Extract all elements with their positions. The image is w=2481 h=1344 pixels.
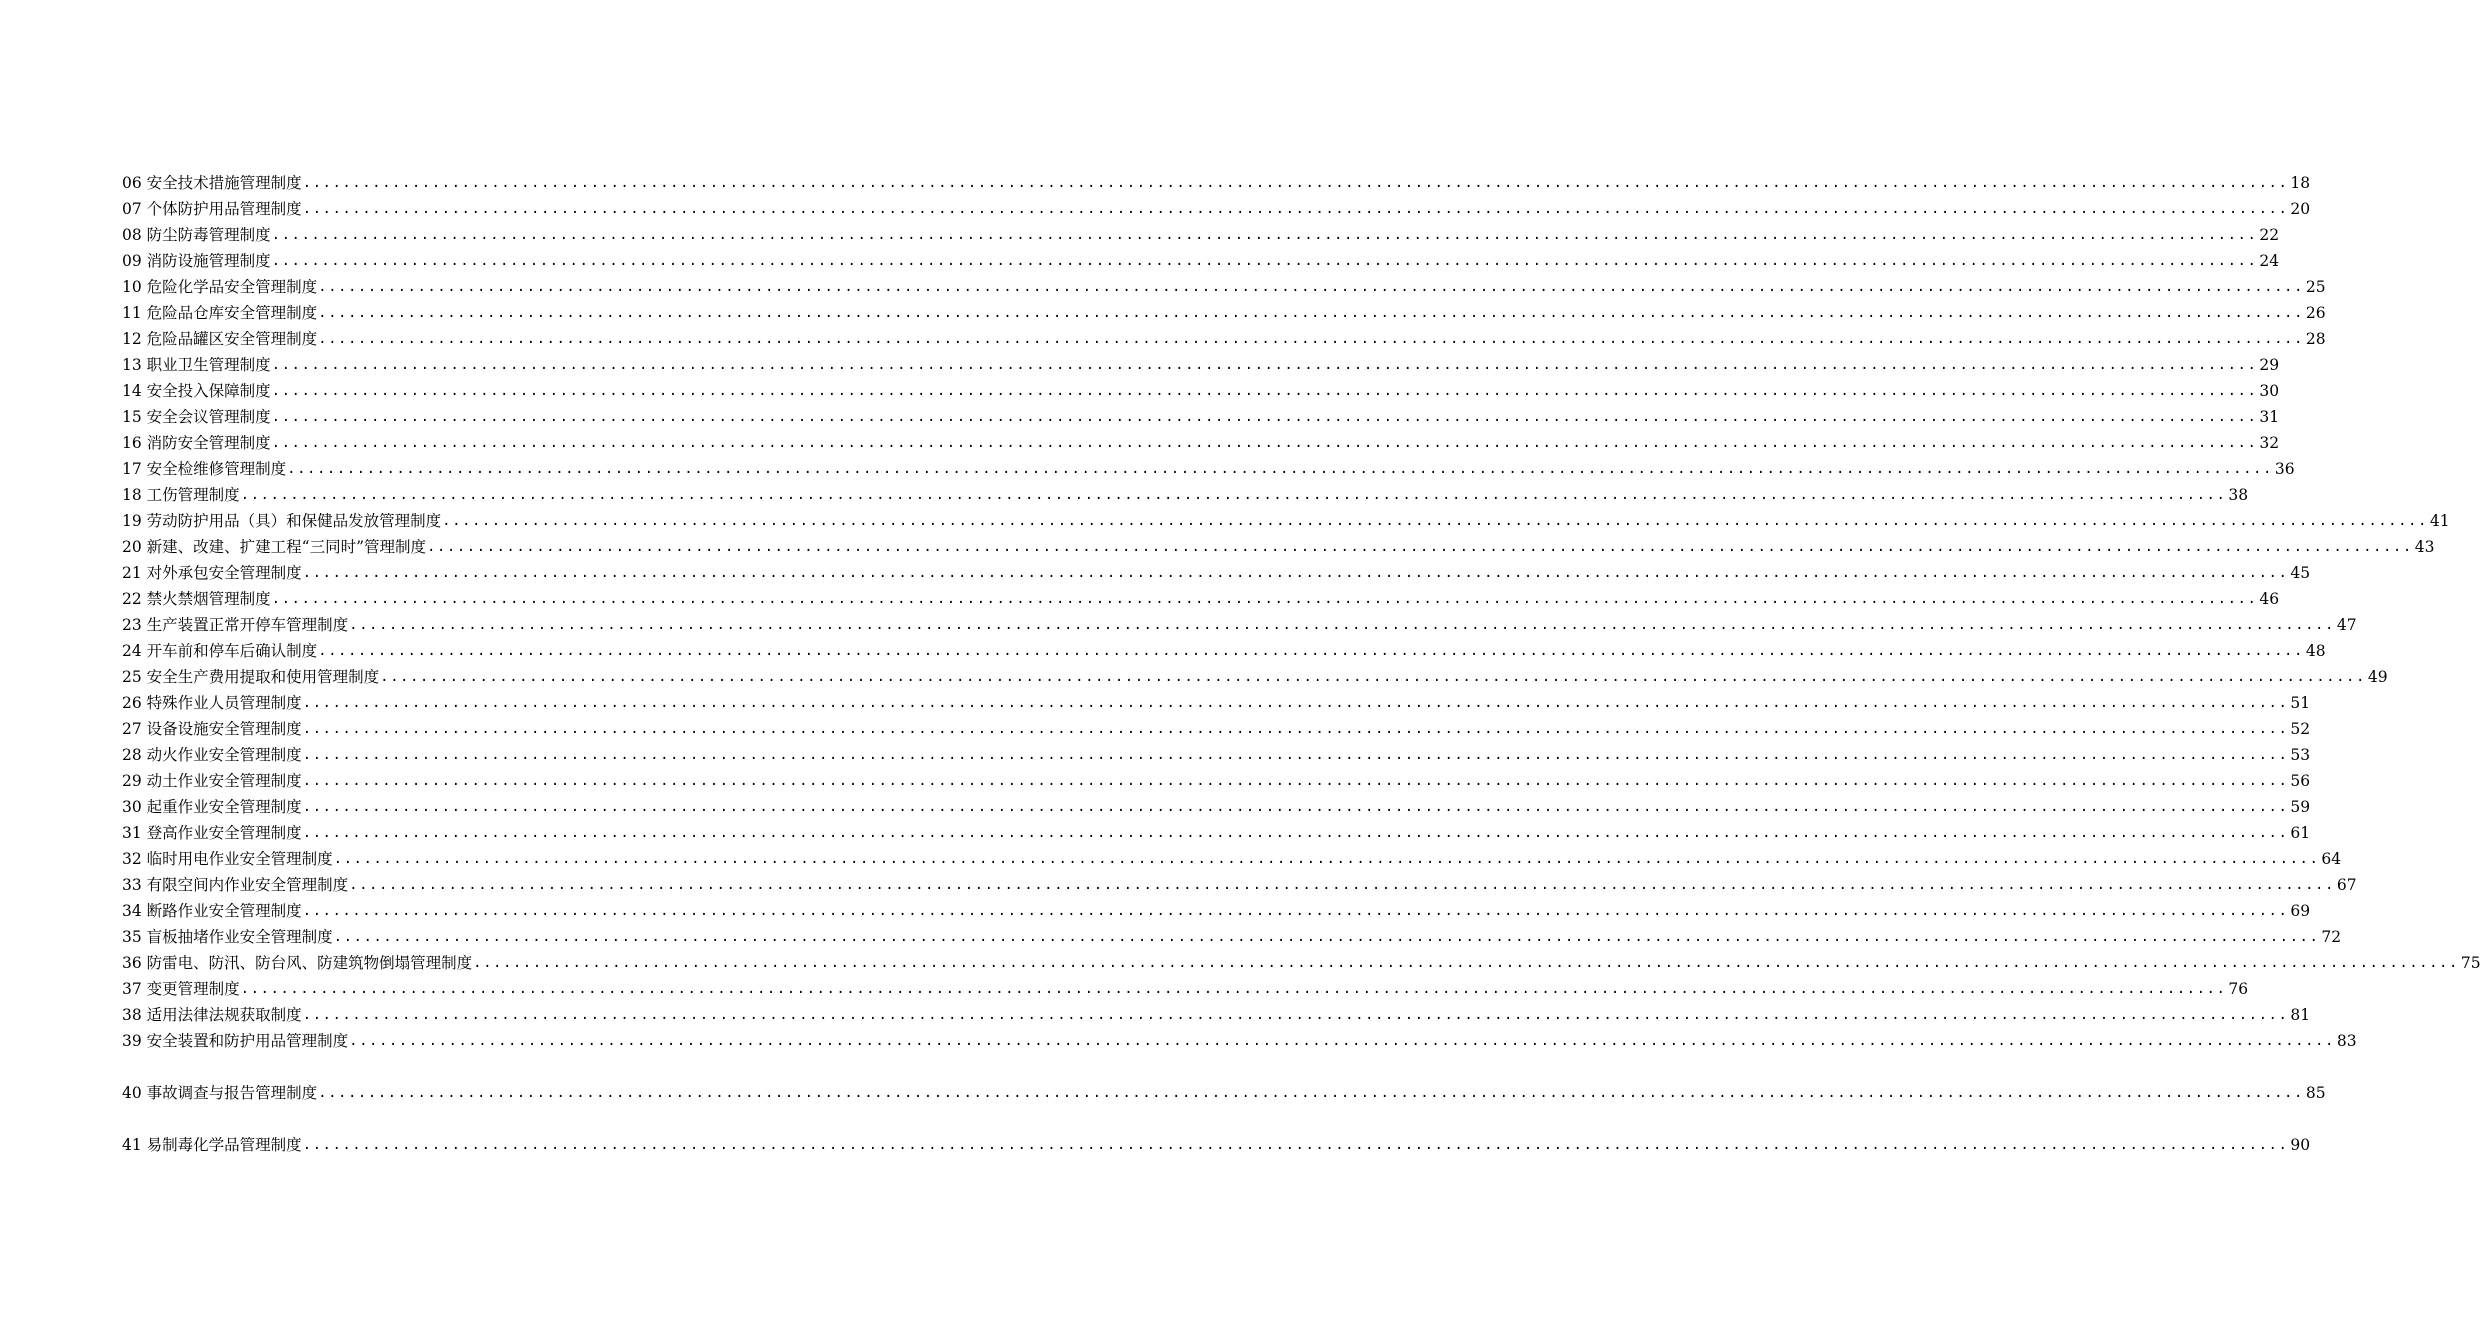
toc-entry-title: 30 起重作业安全管理制度 [122,798,302,816]
toc-dot-leader: ........................................................................................................................................................................................................ [271,383,2258,399]
toc-dot-leader: ........................................................................................................................................................................................................ [349,617,2335,633]
toc-entry-page-number: 51 [2290,694,2311,712]
toc-entry-title: 39 安全装置和防护用品管理制度 [122,1032,349,1050]
toc-dot-leader: ........................................................................................................................................................................................................ [287,461,2273,477]
toc-entry[interactable] [122,1081,2326,1105]
toc-entry[interactable] [122,951,2481,975]
toc-entry-title: 27 设备设施安全管理制度 [122,720,302,738]
toc-dot-leader: ........................................................................................................................................................................................................ [318,331,2304,347]
toc-entry[interactable] [122,249,2280,273]
toc-entry-page-number: 83 [2336,1032,2357,1050]
toc-entry-title: 21 对外承包安全管理制度 [122,564,302,582]
toc-entry[interactable] [122,613,2357,637]
toc-entry-title: 22 禁火禁烟管理制度 [122,590,271,608]
toc-entry-page-number: 49 [2367,668,2388,686]
toc-entry[interactable] [122,457,2295,481]
toc-entry[interactable] [122,665,2388,689]
toc-dot-leader: ........................................................................................................................................................................................................ [302,825,2289,841]
toc-dot-leader: ........................................................................................................................................................................................................ [271,409,2258,425]
toc-entry[interactable] [122,561,2311,585]
toc-entry[interactable] [122,795,2311,819]
toc-entry-page-number: 72 [2321,928,2342,946]
toc-entry[interactable] [122,717,2311,741]
toc-entry-title: 09 消防设施管理制度 [122,252,271,270]
toc-entry-title: 08 防尘防毒管理制度 [122,226,271,244]
toc-dot-leader: ........................................................................................................................................................................................................ [349,877,2335,893]
toc-entry-title: 37 变更管理制度 [122,980,240,998]
toc-entry-page-number: 30 [2259,382,2280,400]
toc-dot-leader: ........................................................................................................................................................................................................ [302,903,2289,919]
toc-entry[interactable] [122,509,2450,533]
toc-entry[interactable] [122,873,2357,897]
toc-entry[interactable] [122,223,2280,247]
toc-entry-page-number: 75 [2460,954,2481,972]
toc-entry[interactable] [122,327,2326,351]
toc-dot-leader: ........................................................................................................................................................................................................ [302,799,2289,815]
toc-entry-title: 23 生产装置正常开停车管理制度 [122,616,349,634]
toc-dot-leader: ........................................................................................................................................................................................................ [302,721,2289,737]
toc-entry-title: 41 易制毒化学品管理制度 [122,1136,302,1154]
toc-entry-title: 36 防雷电、防汛、防台风、防建筑物倒塌管理制度 [122,954,473,972]
toc-entry[interactable] [122,353,2280,377]
toc-dot-leader: ........................................................................................................................................................................................................ [318,1085,2304,1101]
toc-entry[interactable] [122,587,2280,611]
toc-entry[interactable] [122,171,2311,195]
toc-entry[interactable] [122,275,2326,299]
toc-dot-leader: ........................................................................................................................................................................................................ [473,955,2459,971]
toc-entry-title: 34 断路作业安全管理制度 [122,902,302,920]
toc-entry[interactable] [122,431,2280,455]
toc-dot-leader: ........................................................................................................................................................................................................ [271,591,2258,607]
toc-entry[interactable] [122,847,2342,871]
toc-entry-page-number: 90 [2290,1136,2311,1154]
toc-dot-leader: ........................................................................................................................................................................................................ [318,305,2304,321]
toc-entry-page-number: 59 [2290,798,2311,816]
toc-entry[interactable] [122,1133,2311,1157]
toc-entry-title: 29 动土作业安全管理制度 [122,772,302,790]
toc-entry-page-number: 52 [2290,720,2311,738]
toc-entry-page-number: 38 [2228,486,2249,504]
toc-entry-title: 13 职业卫生管理制度 [122,356,271,374]
toc-dot-leader: ........................................................................................................................................................................................................ [271,435,2258,451]
toc-dot-leader: ........................................................................................................................................................................................................ [271,357,2258,373]
toc-dot-leader: ........................................................................................................................................................................................................ [271,253,2258,269]
toc-entry-page-number: 31 [2259,408,2280,426]
toc-entry-title: 16 消防安全管理制度 [122,434,271,452]
toc-entry-title: 28 动火作业安全管理制度 [122,746,302,764]
toc-entry-page-number: 22 [2259,226,2280,244]
toc-entry[interactable] [122,483,2249,507]
toc-dot-leader: ........................................................................................................................................................................................................ [380,669,2366,685]
toc-entry-page-number: 18 [2290,174,2311,192]
toc-entry-page-number: 48 [2305,642,2326,660]
toc-dot-leader: ........................................................................................................................................................................................................ [318,643,2304,659]
toc-entry-title: 14 安全投入保障制度 [122,382,271,400]
toc-entry-page-number: 36 [2274,460,2295,478]
toc-entry-title: 06 安全技术措施管理制度 [122,174,302,192]
toc-entry[interactable] [122,977,2249,1001]
toc-dot-leader: ........................................................................................................................................................................................................ [240,487,2227,503]
toc-dot-leader: ........................................................................................................................................................................................................ [302,175,2289,191]
toc-entry-title: 17 安全检维修管理制度 [122,460,287,478]
toc-entry-title: 18 工伤管理制度 [122,486,240,504]
toc-dot-leader: ........................................................................................................................................................................................................ [427,539,2413,555]
toc-entry-page-number: 24 [2259,252,2280,270]
toc-entry-page-number: 61 [2290,824,2311,842]
toc-dot-leader: ........................................................................................................................................................................................................ [302,201,2289,217]
toc-entry-page-number: 46 [2259,590,2280,608]
toc-entry-title: 24 开车前和停车后确认制度 [122,642,318,660]
toc-entry-page-number: 20 [2290,200,2311,218]
toc-entry-page-number: 81 [2290,1006,2311,1024]
toc-dot-leader: ........................................................................................................................................................................................................ [302,747,2289,763]
toc-entry[interactable] [122,405,2280,429]
toc-entry-page-number: 56 [2290,772,2311,790]
toc-entry[interactable] [122,769,2311,793]
toc-entry-page-number: 43 [2414,538,2435,556]
toc-entry[interactable] [122,197,2311,221]
toc-entry-page-number: 85 [2305,1084,2326,1102]
toc-entry-title: 35 盲板抽堵作业安全管理制度 [122,928,333,946]
toc-entry-title: 31 登高作业安全管理制度 [122,824,302,842]
toc-entry[interactable] [122,301,2326,325]
toc-dot-leader: ........................................................................................................................................................................................................ [240,981,2227,997]
toc-entry-title: 15 安全会议管理制度 [122,408,271,426]
toc-entry-page-number: 69 [2290,902,2311,920]
toc-entry-page-number: 25 [2305,278,2326,296]
toc-entry-title: 25 安全生产费用提取和使用管理制度 [122,668,380,686]
toc-entry-page-number: 76 [2228,980,2249,998]
toc-entry-page-number: 26 [2305,304,2326,322]
toc-entry-page-number: 47 [2336,616,2357,634]
toc-entry-title: 19 劳动防护用品（具）和保健品发放管理制度 [122,512,442,530]
toc-entry-page-number: 41 [2429,512,2450,530]
toc-entry[interactable] [122,691,2311,715]
toc-entry[interactable] [122,1003,2311,1027]
toc-entry-title: 26 特殊作业人员管理制度 [122,694,302,712]
toc-dot-leader: ........................................................................................................................................................................................................ [302,1137,2289,1153]
toc-entry-page-number: 28 [2305,330,2326,348]
toc-dot-leader: ........................................................................................................................................................................................................ [302,565,2289,581]
toc-dot-leader: ........................................................................................................................................................................................................ [302,773,2289,789]
toc-entry-title: 12 危险品罐区安全管理制度 [122,330,318,348]
toc-dot-leader: ........................................................................................................................................................................................................ [302,1007,2289,1023]
toc-entry[interactable] [122,899,2311,923]
toc-entry-title: 20 新建、改建、扩建工程“三同时”管理制度 [122,538,426,556]
toc-dot-leader: ........................................................................................................................................................................................................ [318,279,2304,295]
toc-entry-page-number: 64 [2321,850,2342,868]
toc-dot-leader: ........................................................................................................................................................................................................ [271,227,2258,243]
toc-dot-leader: ........................................................................................................................................................................................................ [333,851,2320,867]
toc-entry-title: 32 临时用电作业安全管理制度 [122,850,333,868]
toc-entry[interactable] [122,821,2311,845]
toc-entry[interactable] [122,1029,2357,1053]
toc-entry-title: 11 危险品仓库安全管理制度 [122,304,318,322]
toc-entry-title: 38 适用法律法规获取制度 [122,1006,302,1024]
toc-entry[interactable] [122,639,2326,663]
toc-dot-leader: ........................................................................................................................................................................................................ [349,1033,2335,1049]
toc-entry-title: 10 危险化学品安全管理制度 [122,278,318,296]
toc-entry-page-number: 29 [2259,356,2280,374]
toc-dot-leader: ........................................................................................................................................................................................................ [302,695,2289,711]
toc-entry[interactable] [122,743,2311,767]
toc-entry-page-number: 32 [2259,434,2280,452]
toc-entry[interactable] [122,535,2435,559]
toc-entry[interactable] [122,925,2342,949]
toc-entry-page-number: 53 [2290,746,2311,764]
toc-entry-page-number: 45 [2290,564,2311,582]
toc-entry-title: 33 有限空间内作业安全管理制度 [122,876,349,894]
toc-entry-page-number: 67 [2336,876,2357,894]
toc-dot-leader: ........................................................................................................................................................................................................ [333,929,2320,945]
toc-entry-title: 07 个体防护用品管理制度 [122,200,302,218]
toc-dot-leader: ........................................................................................................................................................................................................ [442,513,2428,529]
toc-entry-title: 40 事故调查与报告管理制度 [122,1084,318,1102]
toc-entry[interactable] [122,379,2280,403]
